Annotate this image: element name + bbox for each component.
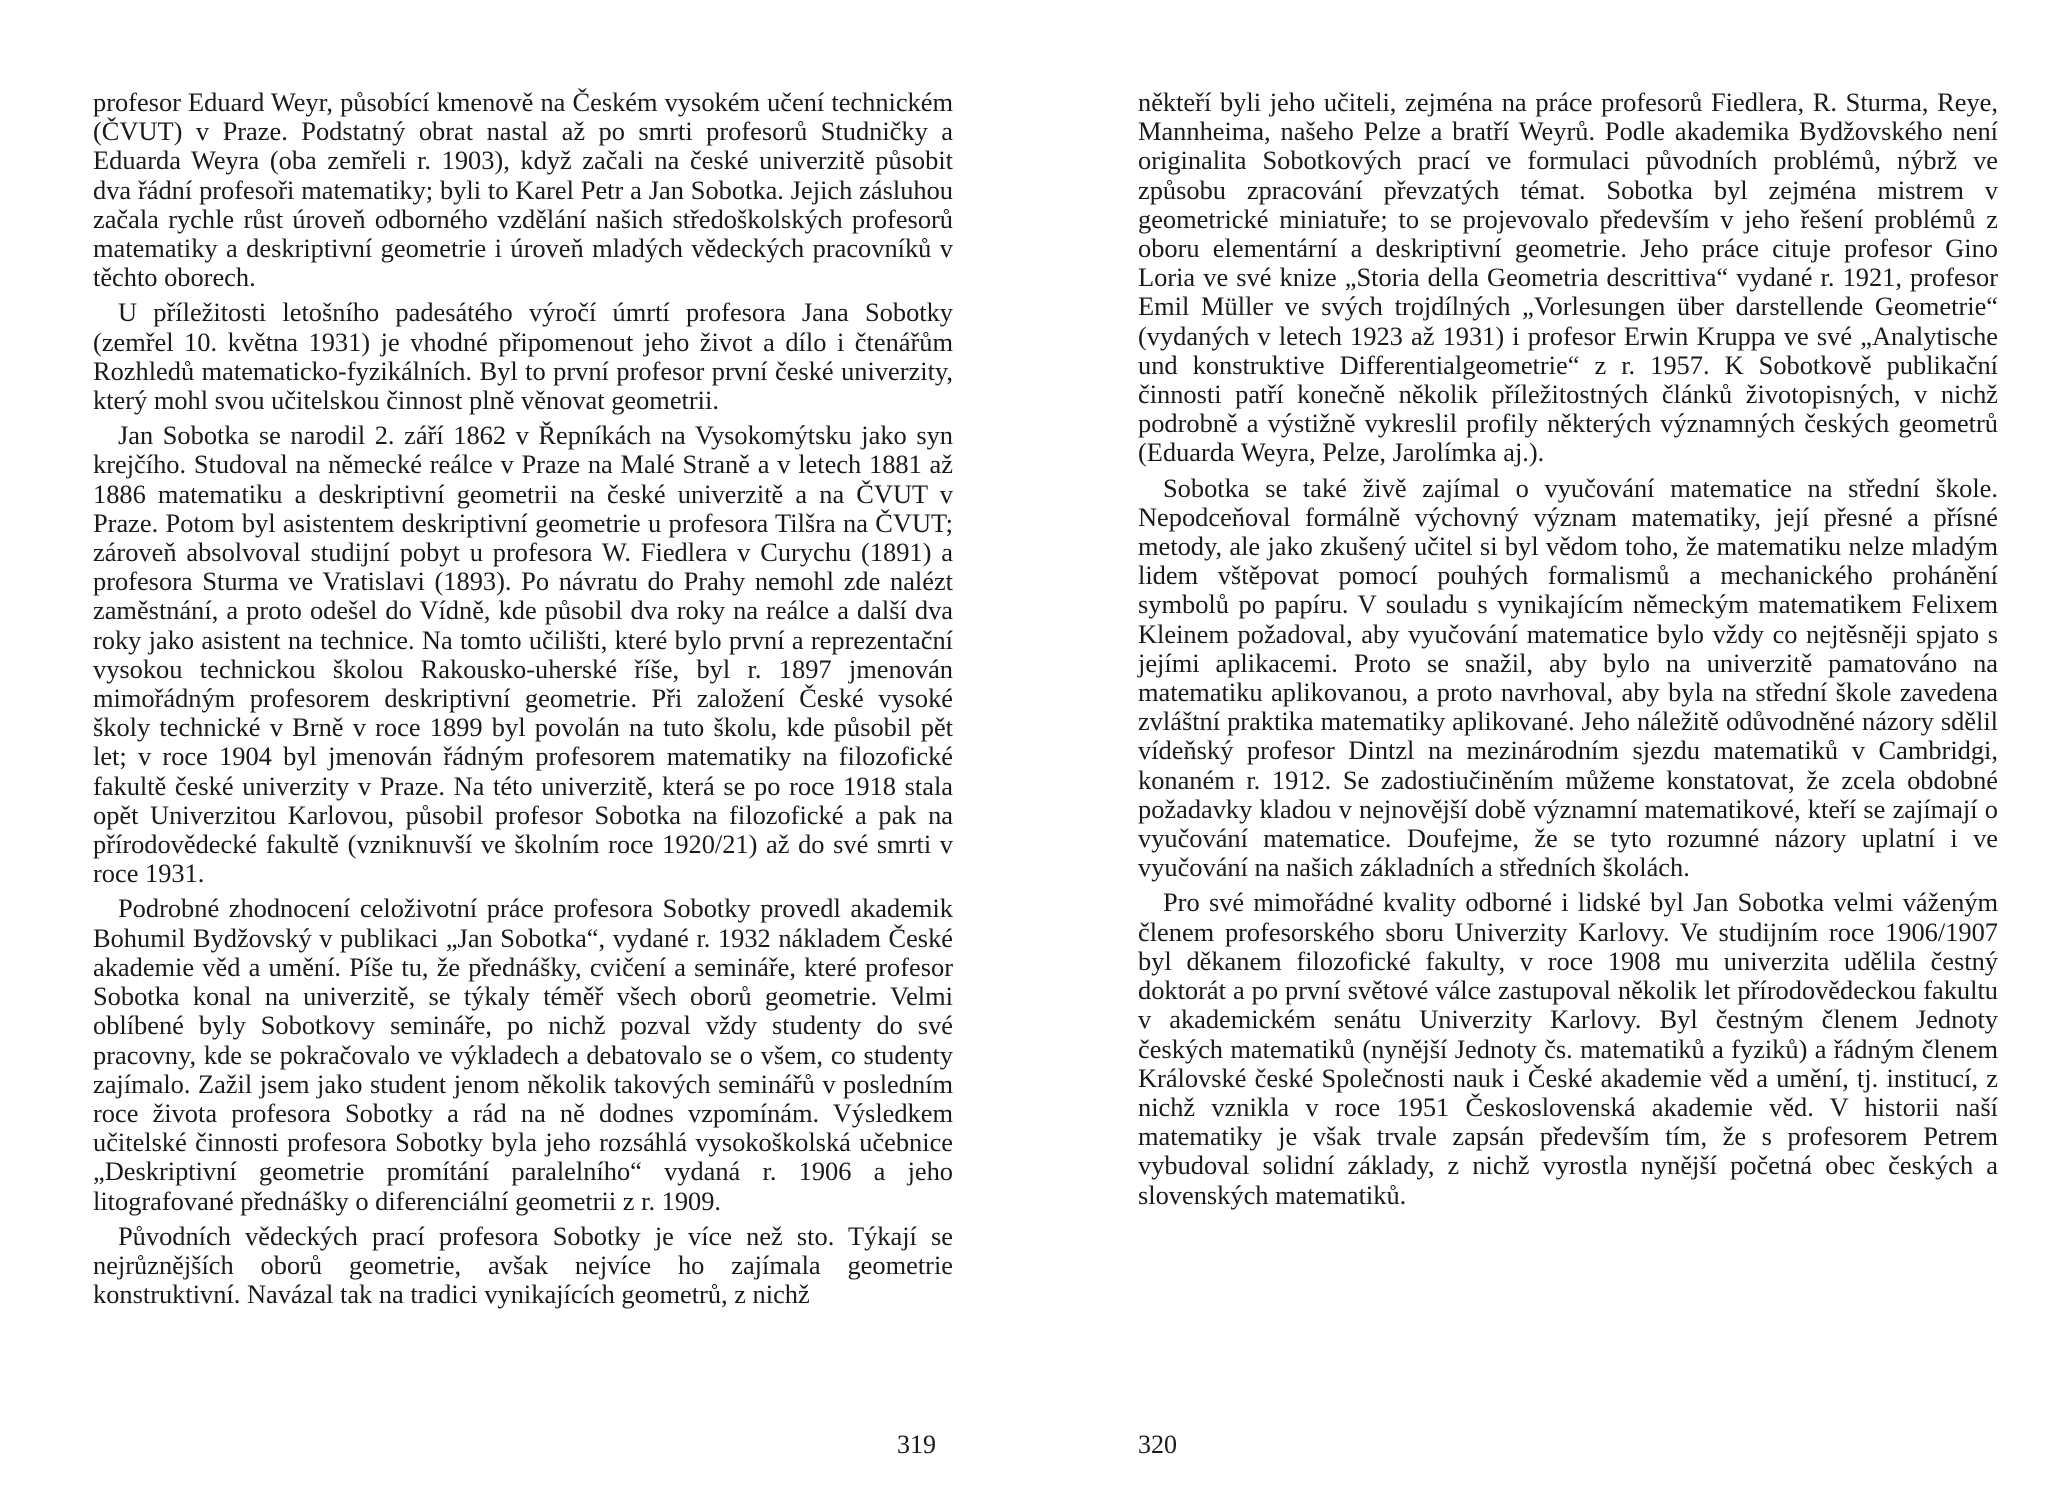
- paragraph: někteří byli jeho učiteli, zejména na práce profesorů Fiedlera, R. Sturma, Reye, Mannheima, našeho Pelze a bratří Weyrů. Podle akademika Bydžovského není originalita Sobotkových prací ve formulaci původních problémů, nýbrž ve způsobu zpracování převzatých témat. Sobotka byl zejména mistrem v geometrické miniatuře; to se projevovalo především v jeho řešení problémů z oboru elementární a deskriptivní geometrie. Jeho práce cituje profesor Gino Loria ve své knize „Storia della Geometria descrittiva“ vydané r. 1921, profesor Emil Müller ve svých trojdílných „Vorlesungen über darstellende Geometrie“ (vydaných v letech 1923 až 1931) i profesor Erwin Kruppa ve své „Analytische und konstruktive Differentialgeometrie“ z r. 1957. K Sobotkově publikační činnosti patří konečně několik příležitostných článků životopisných, v nichž podrobně a výstižně vykreslil profily některých významných českých geometrů (Eduarda Weyra, Pelze, Jarolímka aj.).: [1138, 87, 1998, 468]
- paragraph: Sobotka se také živě zajímal o vyučování matematice na střední škole. Nepodceňoval formálně výchovný význam matematiky, její přesné a přísné metody, ale jako zkušený učitel si byl vědom toho, že matematiku nelze mladým lidem vštěpovat pomocí pouhých formalismů a mechanického prohánění symbolů po papíru. V souladu s vynikajícím německým matematikem Felixem Kleinem požadoval, aby vyučování matematice bylo vždy co nejtěsněji spjato s jejími aplikacemi. Proto se snažil, aby bylo na univerzitě pamatováno na matematiku aplikovanou, a proto navrhoval, aby byla na střední škole zavedena zvláštní praktika matematiky aplikované. Jeho náležitě odůvodněné názory sdělil vídeňský profesor Dintzl na mezinárodním sjezdu matematiků v Cambridgi, konaném r. 1912. Se zadostiučiněním můžeme konstatovat, že zcela obdobné požadavky kladou v nejnovější době významní matematikové, kteří se zajímají o vyučování matematice. Doufejme, že se tyto rozumné názory uplatní i ve vyučování na našich základních a středních školách.: [1138, 472, 1998, 883]
- page-number-right: 320: [1138, 1430, 1177, 1459]
- paragraph: profesor Eduard Weyr, působící kmenově na Českém vysokém učení technickém (ČVUT) v Praze. Podstatný obrat nastal až po smrti profesorů Studničky a Eduarda Weyra (oba zemřeli r. 1903), když začali na české univerzitě působit dva řádní profesoři matematiky; byli to Karel Petr a Jan Sobotka. Jejich zásluhou začala rychle růst úroveň odborného vzdělání našich středoškolských profesorů matematiky a deskriptivní geometrie i úroveň mladých vědeckých pracovníků v těchto oborech.: [93, 87, 953, 293]
- paragraph: Jan Sobotka se narodil 2. září 1862 v Řepníkách na Vysokomýtsku jako syn krejčího. Studoval na německé reálce v Praze na Malé Straně a v letech 1881 až 1886 matematiku a deskriptivní geometrii na české univerzitě a na ČVUT v Praze. Potom byl asistentem deskriptivní geometrie u profesora Tilšra na ČVUT; zároveň absolvoval studijní pobyt u profesora W. Fiedlera v Curychu (1891) a profesora Sturma ve Vratislavi (1893). Po návratu do Prahy nemohl zde nalézt zaměstnání, a proto odešel do Vídně, kde působil dva roky na reálce a další dva roky jako asistent na technice. Na tomto učilišti, které bylo první a reprezentační vysokou technickou školou Rakousko-uherské říše, byl r. 1897 jmenován mimořádným profesorem deskriptivní geometrie. Při založení České vysoké školy technické v Brně v roce 1899 byl povolán na tuto školu, kde působil pět let; v roce 1904 byl jmenován řádným profesorem matematiky na filozofické fakultě české univerzity v Praze. Na této univerzitě, která se po roce 1918 stala opět Univerzitou Karlovou, působil profesor Sobotka na filozofické a pak na přírodovědecké fakultě (vzniknuvší ve školním roce 1920/21) až do své smrti v roce 1931.: [93, 420, 953, 889]
- page-number-left: 319: [897, 1430, 936, 1459]
- left-page-text: [93, 88, 953, 1315]
- paragraph: U příležitosti letošního padesátého výročí úmrtí profesora Jana Sobotky (zemřel 10. května 1931) je vhodné připomenout jeho život a dílo i čtenářům Rozhledů matematicko-fyzikálních. Byl to první profesor první české univerzity, který mohl svou učitelskou činnost plně věnovat geometrii.: [93, 297, 953, 416]
- right-page-text: [1138, 88, 1998, 1216]
- paragraph: Podrobné zhodnocení celoživotní práce profesora Sobotky provedl akademik Bohumil Bydžovský v publikaci „Jan Sobotka“, vydané r. 1932 nákladem České akademie věd a umění. Píše tu, že přednášky, cvičení a semináře, které profesor Sobotka konal na univerzitě, se týkaly téměř všech oborů geometrie. Velmi oblíbené byly Sobotkovy semináře, po nichž pozval vždy studenty do své pracovny, kde se pokračovalo ve výkladech a debatovalo se o všem, co studenty zajímalo. Zažil jsem jako student jenom několik takových seminářů v posledním roce života profesora Sobotky a rád na ně dodnes vzpomínám. Výsledkem učitelské činnosti profesora Sobotky byla jeho rozsáhlá vysokoškolská učebnice „Deskriptivní geometrie promítání paralelního“ vydaná r. 1906 a jeho litografované přednášky o diferenciální geometrii z r. 1909.: [93, 893, 953, 1216]
- paragraph: Původních vědeckých prací profesora Sobotky je více než sto. Týkají se nejrůznějších oborů geometrie, avšak nejvíce ho zajímala geometrie konstruktivní. Navázal tak na tradici vynikajících geometrů, z nichž: [93, 1220, 953, 1310]
- paragraph: Pro své mimořádné kvality odborné i lidské byl Jan Sobotka velmi váženým členem profesorského sboru Univerzity Karlovy. Ve studijním roce 1906/1907 byl děkanem filozofické fakulty, v roce 1908 mu univerzita udělila čestný doktorát a po první světové válce zastupoval několik let přírodovědeckou fakultu v akademickém senátu Univerzity Karlovy. Byl čestným členem Jednoty českých matematiků (nynější Jednoty čs. matematiků a fyziků) a řádným členem Královské české Společnosti nauk i České akademie věd a umění, tj. institucí, z nichž vznikla v roce 1951 Československá akademie věd. V historii naší matematiky je však trvale zapsán především tím, že s profesorem Petrem vybudoval solidní základy, z nichž vyrostla nynější početná obec českých a slovenských matematiků.: [1138, 887, 1998, 1210]
- right-page: [1030, 0, 2060, 1500]
